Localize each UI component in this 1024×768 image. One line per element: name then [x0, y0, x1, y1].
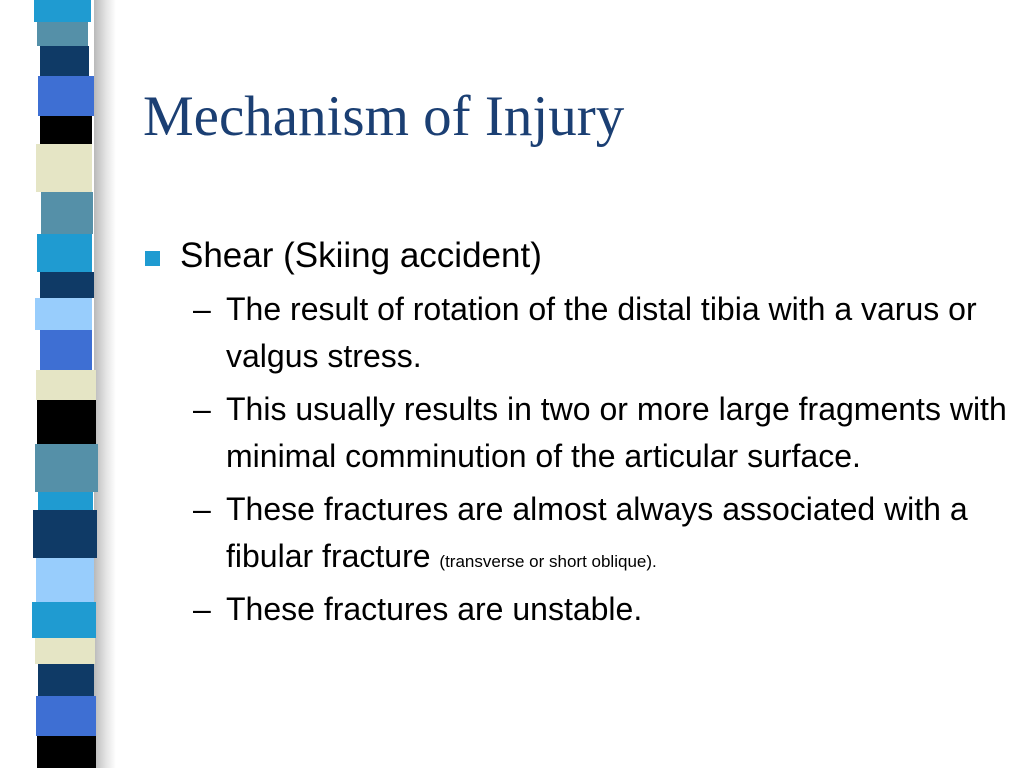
stripe-block — [37, 736, 96, 768]
stripe-block — [36, 144, 92, 192]
dash-marker: – — [193, 391, 211, 427]
stripe-block — [37, 22, 88, 46]
stripe-block — [35, 298, 92, 330]
bullet-item — [143, 232, 1013, 280]
stripe-block — [32, 602, 96, 638]
sub-bullet-item — [193, 586, 1013, 633]
sub-bullet-item — [193, 286, 1013, 380]
dash-marker: – — [193, 291, 211, 327]
stripe-block — [36, 558, 94, 602]
sub-bullet-item — [193, 386, 1013, 480]
stripe-block — [33, 510, 97, 558]
slide-title: Mechanism of Injury — [143, 85, 625, 148]
dash-marker: – — [193, 591, 211, 627]
stripe-block — [38, 492, 93, 510]
sub-bullet-item — [193, 486, 1013, 580]
stripe-block — [40, 116, 92, 144]
stripe-block — [40, 272, 94, 298]
square-bullet-icon — [145, 251, 160, 266]
stripe-block — [36, 696, 96, 736]
stripe-block — [37, 400, 96, 444]
stripe-block — [35, 444, 98, 492]
stripe-block — [35, 638, 95, 664]
dash-marker: – — [193, 491, 211, 527]
sub-bullet-text: The result of rotation of the distal tibia with a varus or valgus stress. — [226, 291, 977, 374]
stripe-block — [41, 192, 93, 234]
sub-bullet-text: This usually results in two or more large fragments with minimal comminution of the articular surface. — [226, 391, 1007, 474]
stripe-block — [40, 330, 92, 370]
bullet-text: Shear (Skiing accident) — [180, 236, 542, 275]
stripe-block — [34, 0, 91, 22]
stripe-block — [36, 370, 96, 400]
sub-bullet-text: These fractures are unstable. — [226, 591, 643, 627]
sub-bullet-note: (transverse or short oblique). — [439, 552, 657, 571]
stripe-block — [37, 234, 92, 272]
decorative-stripe — [0, 0, 102, 768]
sub-bullet-text: These fractures are almost always associated with a fibular fracture — [226, 491, 968, 574]
stripe-block — [38, 664, 94, 696]
slide-body — [143, 232, 1013, 633]
stripe-block — [40, 46, 89, 76]
stripe-block — [38, 76, 94, 116]
